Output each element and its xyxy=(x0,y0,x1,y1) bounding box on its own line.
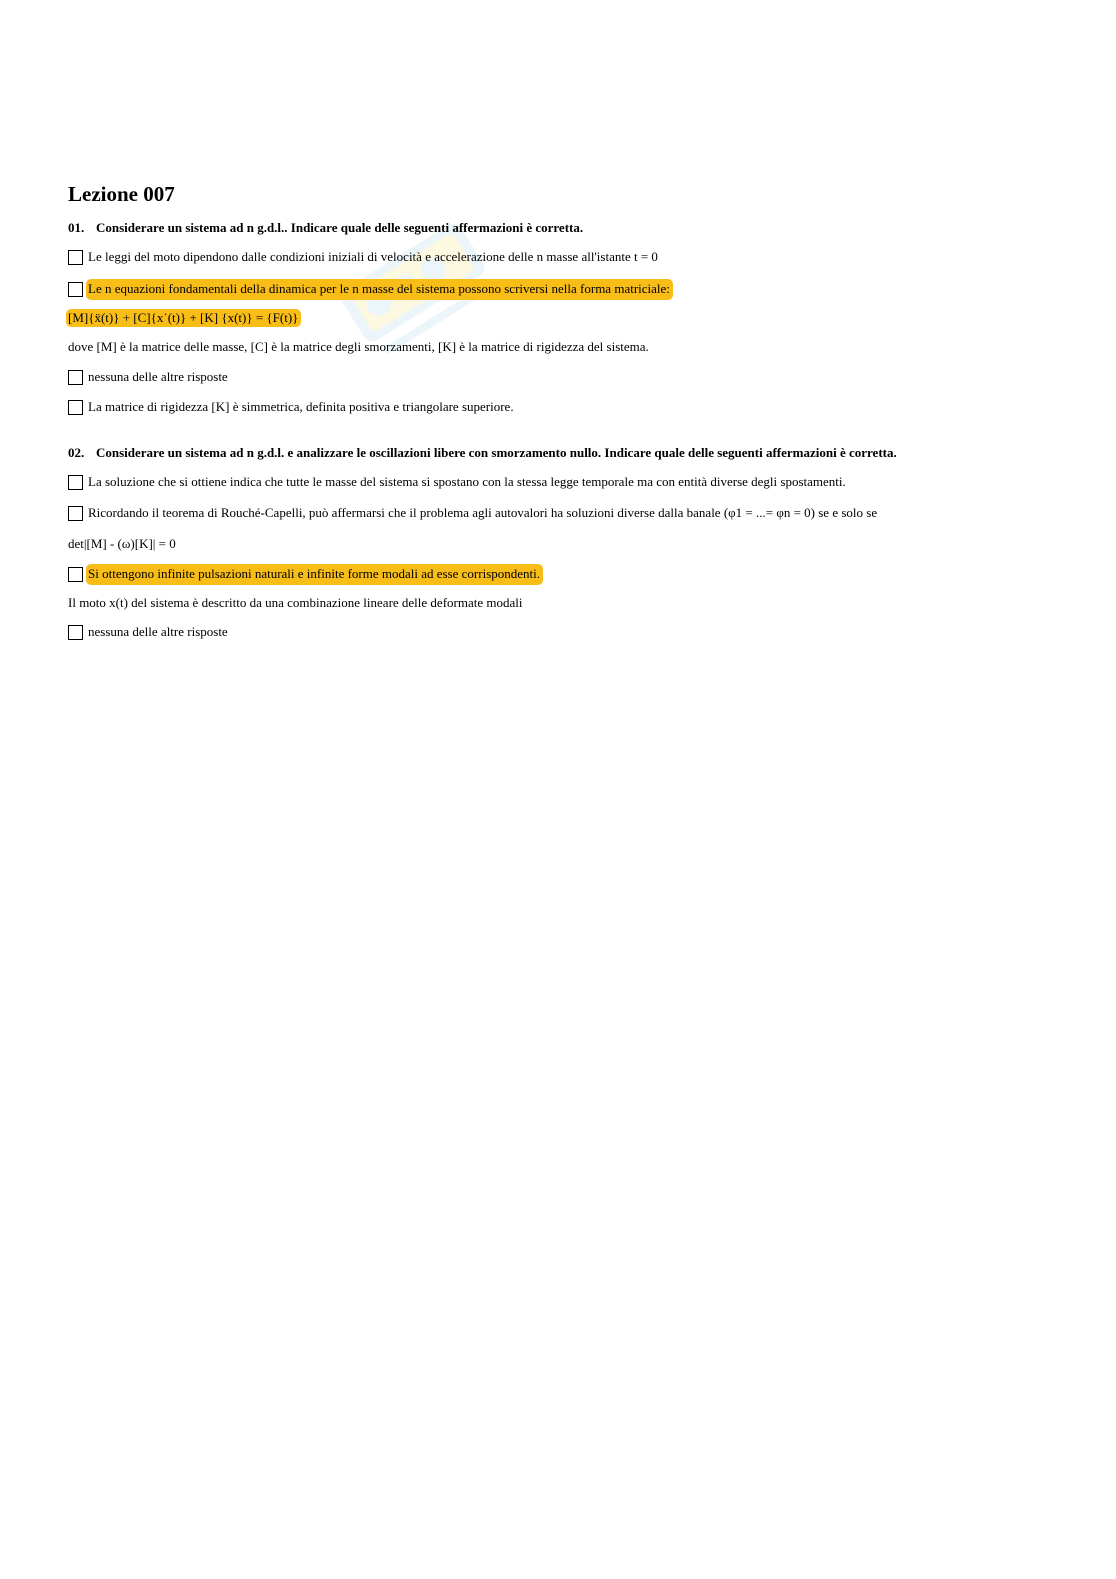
question-2-option-4[interactable] xyxy=(68,623,228,641)
option-label: nessuna delle altre risposte xyxy=(88,624,228,639)
question-2-option-3[interactable] xyxy=(68,564,543,585)
formula-highlighted: [M]{ẍ(t)} + [C]{x˙(t)} + [K] {x(t)} = {F(t)} xyxy=(66,309,301,327)
question-1-option-2[interactable] xyxy=(68,279,673,300)
question-2-text: Considerare un sistema ad n g.d.l. e analizzare le oscillazioni libere con smorzamento nullo. Indicare quale delle seguenti affermazioni è corretta. xyxy=(96,445,897,460)
lesson-title: Lezione 007 xyxy=(68,182,175,206)
question-1-formula xyxy=(68,309,301,327)
checkbox[interactable] xyxy=(68,400,83,415)
option-label: nessuna delle altre risposte xyxy=(88,369,228,384)
question-2-heading xyxy=(68,444,897,462)
checkbox[interactable] xyxy=(68,250,83,265)
question-2-option-1[interactable] xyxy=(68,473,846,491)
option-label: Ricordando il teorema di Rouché-Capelli, può affermarsi che il problema agli autovalori ha soluzioni diverse dalla banale (φ1 = ...= φn = 0) se e solo se xyxy=(88,505,878,520)
question-2-option-2[interactable] xyxy=(68,504,877,522)
option-label: La matrice di rigidezza [K] è simmetrica, definita positiva e triangolare superiore. xyxy=(88,399,514,414)
option-label: La soluzione che si ottiene indica che tutte le masse del sistema si spostano con la stessa legge temporale ma con entità diverse degli spostamenti. xyxy=(88,474,846,489)
question-1-note: dove [M] è la matrice delle masse, [C] è la matrice degli smorzamenti, [K] è la matrice di rigidezza del sistema. xyxy=(68,339,649,354)
checkbox[interactable] xyxy=(68,370,83,385)
question-2-determinant: det|[M] - (ω)[K]| = 0 xyxy=(68,536,176,551)
question-1-option-4[interactable] xyxy=(68,398,514,416)
option-label-highlighted: Le n equazioni fondamentali della dinamica per le n masse del sistema possono scriversi nella forma matriciale: xyxy=(86,279,673,300)
checkbox[interactable] xyxy=(68,625,83,640)
question-2-number: 02. xyxy=(68,445,85,460)
question-1-number: 01. xyxy=(68,220,85,235)
question-1-option-1[interactable] xyxy=(68,248,658,266)
checkbox[interactable] xyxy=(68,475,83,490)
question-2-note: Il moto x(t) del sistema è descritto da una combinazione lineare delle deformate modali xyxy=(68,595,523,610)
checkbox[interactable] xyxy=(68,567,83,582)
question-1-heading xyxy=(68,219,583,237)
option-label-highlighted: Si ottengono infinite pulsazioni naturali e infinite forme modali ad esse corrispondenti. xyxy=(86,564,543,585)
checkbox[interactable] xyxy=(68,282,83,297)
question-1-text: Considerare un sistema ad n g.d.l.. Indicare quale delle seguenti affermazioni è corretta. xyxy=(96,220,584,235)
question-1-option-3[interactable] xyxy=(68,368,228,386)
option-label: Le leggi del moto dipendono dalle condizioni iniziali di velocità e accelerazione delle n masse all'istante t = 0 xyxy=(88,249,658,264)
checkbox[interactable] xyxy=(68,506,83,521)
